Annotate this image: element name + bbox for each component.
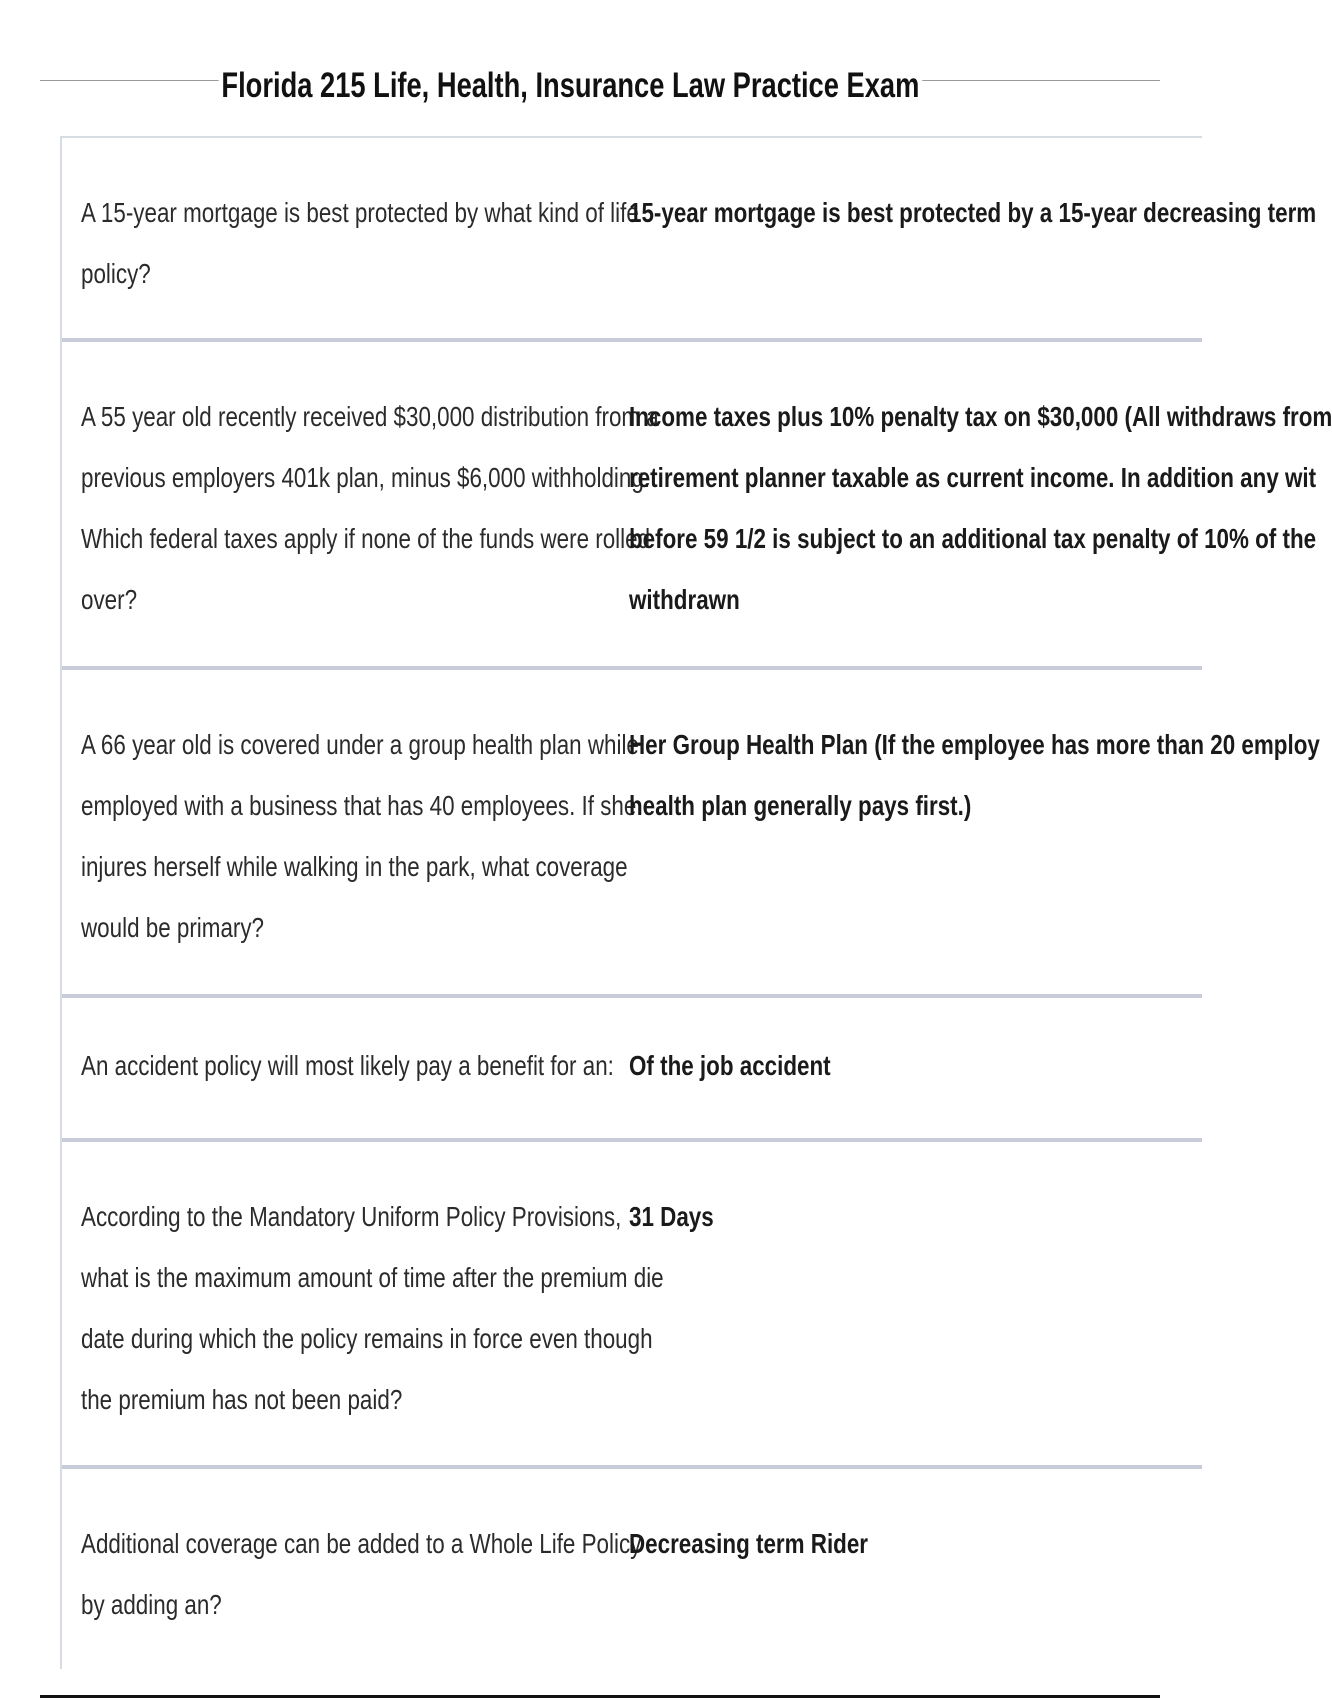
flashcard-row: [62, 1142, 1202, 1469]
question-text: A 66 year old is covered under a group health plan while employed with a business that has 40 employees. If she injures herself while walking in the park, what coverage would be primary?: [81, 729, 639, 943]
answer-text: Of the job accident: [629, 1050, 831, 1081]
flashcard-table: [60, 136, 1332, 1669]
answer-text: 15-year mortgage is best protected by a 15-year decreasing term: [629, 197, 1317, 228]
answer-text: Decreasing term Rider: [629, 1528, 869, 1559]
question-text: A 55 year old recently received $30,000 distribution from a previous employers 401k plan, minus $6,000 withholding. Which federal taxes apply if none of the funds were rolled over?: [81, 401, 659, 615]
flashcard-row: [62, 998, 1202, 1142]
flashcard-row: [62, 1469, 1202, 1669]
flashcard-row: [62, 138, 1317, 342]
page-title: Florida 215 Life, Health, Insurance Law Practice Exam: [40, 64, 1101, 108]
flashcard-row: [62, 670, 1320, 998]
question-text: A 15-year mortgage is best protected by what kind of life policy?: [81, 197, 639, 289]
flashcard-row: [62, 342, 1332, 670]
answer-text: Her Group Health Plan (If the employee has more than 20 employ health plan generally pays first.): [629, 729, 1320, 821]
bottom-rule: [40, 1695, 1160, 1698]
question-text: According to the Mandatory Uniform Policy Provisions, what is the maximum amount of time after the premium die date during which the policy remains in force even though the premium has not been paid?: [81, 1201, 664, 1415]
answer-text: 31 Days: [629, 1201, 714, 1232]
question-text: Additional coverage can be added to a Whole Life Policy by adding an?: [81, 1528, 642, 1620]
answer-text: Income taxes plus 10% penalty tax on $30,000 (All withdraws from retirement planner taxable as current income. In addition any wit before 59 1/2 is subject to an additional tax penalty of 10% of the withdrawn: [629, 401, 1332, 615]
question-text: An accident policy will most likely pay a benefit for an:: [81, 1050, 614, 1081]
